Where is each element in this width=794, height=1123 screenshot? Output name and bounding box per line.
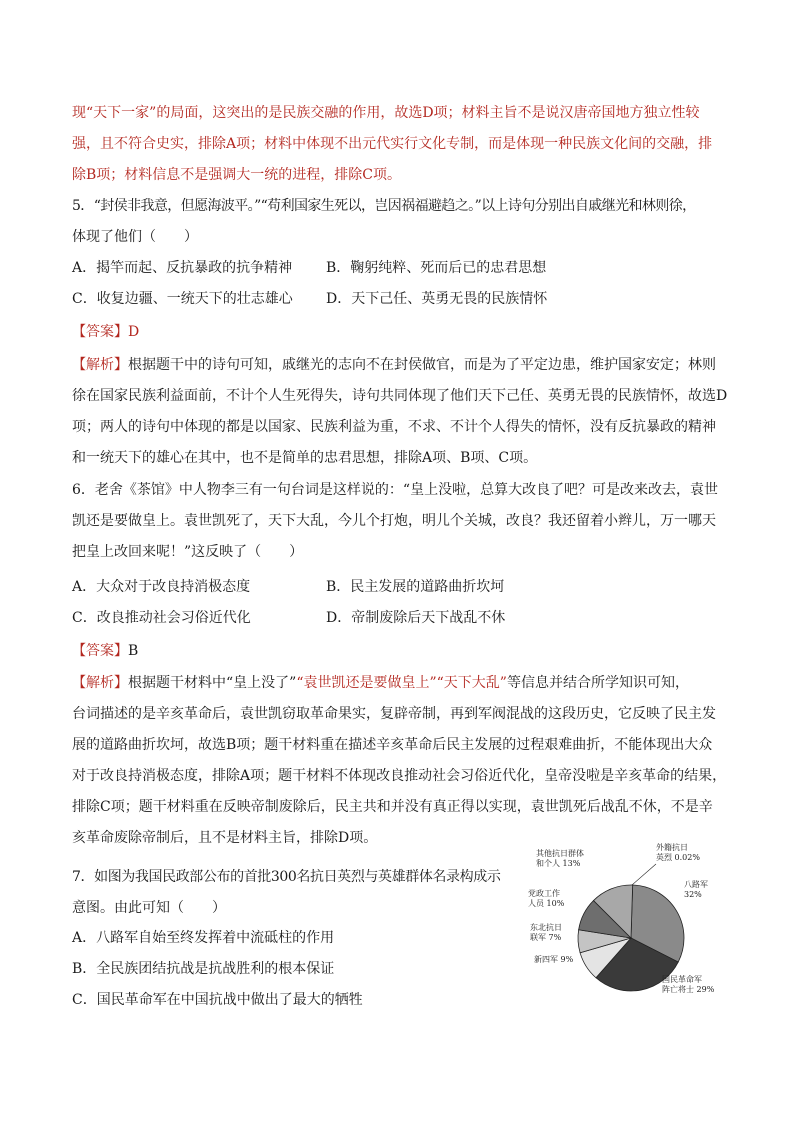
text-line: 展的道路曲折坎坷，故选B项；题干材料重在描述辛亥革命后民主发展的过程艰难曲折，不能体现出大众 xyxy=(72,737,713,753)
option-c: C．收复边疆、一统天下的壮志雄心 xyxy=(72,291,293,307)
question-stem: 意图。由此可知（ ） xyxy=(72,900,226,916)
text-line: 项；两人的诗句中体现的都是以国家、民族利益为重，不求、不计个人得失的情怀，没有反抗暴政的精神 xyxy=(72,419,716,435)
text-line xyxy=(72,350,724,381)
pie-slice-label: 其他抗日群体和个人 13% xyxy=(536,849,584,868)
option-c: C．国民革命军在中国抗战中做出了最大的牺牲 xyxy=(72,992,363,1008)
answer-line xyxy=(72,317,139,348)
pie-slice-label: 八路军 32% xyxy=(684,880,708,899)
analysis-tag: 【解析】 xyxy=(72,675,128,691)
question-stem: 把皇上改回来呢！”这反映了（ ） xyxy=(72,544,304,560)
option-a: A．大众对于改良持消极态度 xyxy=(72,579,251,595)
answer-tag: 【答案】 xyxy=(72,643,128,659)
answer-line xyxy=(72,636,138,667)
option-c: C．改良推动社会习俗近代化 xyxy=(72,610,251,626)
question-6 xyxy=(72,475,724,568)
analysis-quote: “袁世凯还是要做皇上”“天下大乱” xyxy=(296,675,507,691)
leader-line xyxy=(632,864,656,885)
option-a: A．八路军自始至终发挥着中流砥柱的作用 xyxy=(72,930,335,946)
option-d: D．帝制废除后天下战乱不休 xyxy=(326,610,506,626)
question-5 xyxy=(72,191,724,253)
analysis-5 xyxy=(72,350,728,474)
analysis-text: 等信息并结合所学知识可知， xyxy=(506,675,689,691)
pie-chart xyxy=(522,842,732,1012)
text-line: 亥革命废除帝制后，且不是材料主旨，排除D项。 xyxy=(72,830,378,846)
prev-analysis xyxy=(72,98,724,191)
pie-slice-label: 新四军 9% xyxy=(534,955,574,964)
text-line: 和一统天下的雄心在其中，也不是简单的忠君思想，排除A项、B项、C项。 xyxy=(72,450,538,466)
option-b: B．全民族团结抗战是抗战胜利的根本保证 xyxy=(72,961,335,977)
text-line: 强，且不符合史实，排除A项；材料中体现不出元代实行文化专制，而是体现一种民族文化间的交融，排 xyxy=(72,136,713,152)
analysis-text: 根据题干中的诗句可知，戚继光的志向不在封侯做官，而是为了平定边患，维护国家安定；林则 xyxy=(128,357,716,373)
text-line: 对于改良持消极态度，排除A项；题干材料不体现改良推动社会习俗近代化，皇帝没啦是辛亥革命的结果， xyxy=(72,768,727,784)
analysis-text: 根据题干材料中“皇上没了” xyxy=(128,675,297,691)
option-b: B．民主发展的道路曲折坎坷 xyxy=(326,579,505,595)
pie-slice-label: 国民革命军阵亡将士 29% xyxy=(662,975,715,994)
text-line: 台词描述的是辛亥革命后，袁世凯窃取革命果实，复辟帝制，再到军阀混战的这段历史，它反映了民主发 xyxy=(72,706,716,722)
question-stem: 凯还是要做皇上。袁世凯死了，天下大乱，今儿个打炮，明儿个关城，改良？我还留着小辫儿，万一哪天 xyxy=(72,513,716,529)
option-d: D．天下己任、英勇无畏的民族情怀 xyxy=(326,291,548,307)
answer-tag: 【答案】 xyxy=(72,324,128,340)
answer-value: D xyxy=(128,324,140,340)
text-line: 排除C项；题干材料重在反映帝制废除后，民主共和并没有真正得以实现，袁世凯死后战乱不休，不是辛 xyxy=(72,799,713,815)
question-stem: 6．老舍《茶馆》中人物李三有一句台词是这样说的：“皇上没啦，总算大改良了吧？可是改来改去，袁世 xyxy=(72,482,719,498)
text-line: 现“天下一家”的局面，这突出的是民族交融的作用，故选D项；材料主旨不是说汉唐帝国地方独立性较 xyxy=(72,105,700,121)
question-stem: 7．如图为我国民政部公布的首批300名抗日英烈与英雄群体名录构成示 xyxy=(72,869,501,885)
text-line: 徐在国家民族利益面前，不计个人生死得失，诗句共同体现了他们天下己任、英勇无畏的民族情怀，故选D xyxy=(72,388,728,404)
pie-slice-label: 党政工作人员 10% xyxy=(528,889,565,908)
pie-slice-label: 外籍抗日英烈 0.02% xyxy=(656,843,700,862)
pie-slice-label: 东北抗日联军 7% xyxy=(530,923,562,942)
answer-value: B xyxy=(128,643,139,659)
option-b: B．鞠躬纯粹、死而后已的忠君思想 xyxy=(326,260,547,276)
analysis-tag: 【解析】 xyxy=(72,357,128,373)
analysis-6 xyxy=(72,668,727,854)
option-a: A．揭竿而起、反抗暴政的抗争精神 xyxy=(72,260,293,276)
text-line: 除B项；材料信息不是强调大一统的进程，排除C项。 xyxy=(72,167,401,183)
question-stem: 体现了他们（ ） xyxy=(72,229,198,245)
question-7-stem xyxy=(72,862,512,924)
question-stem: 5．“封侯非我意，但愿海波平。”“苟利国家生死以，岂因祸福避趋之。”以上诗句分别出自戚继光和林则徐， xyxy=(72,198,696,214)
text-line xyxy=(72,668,724,699)
